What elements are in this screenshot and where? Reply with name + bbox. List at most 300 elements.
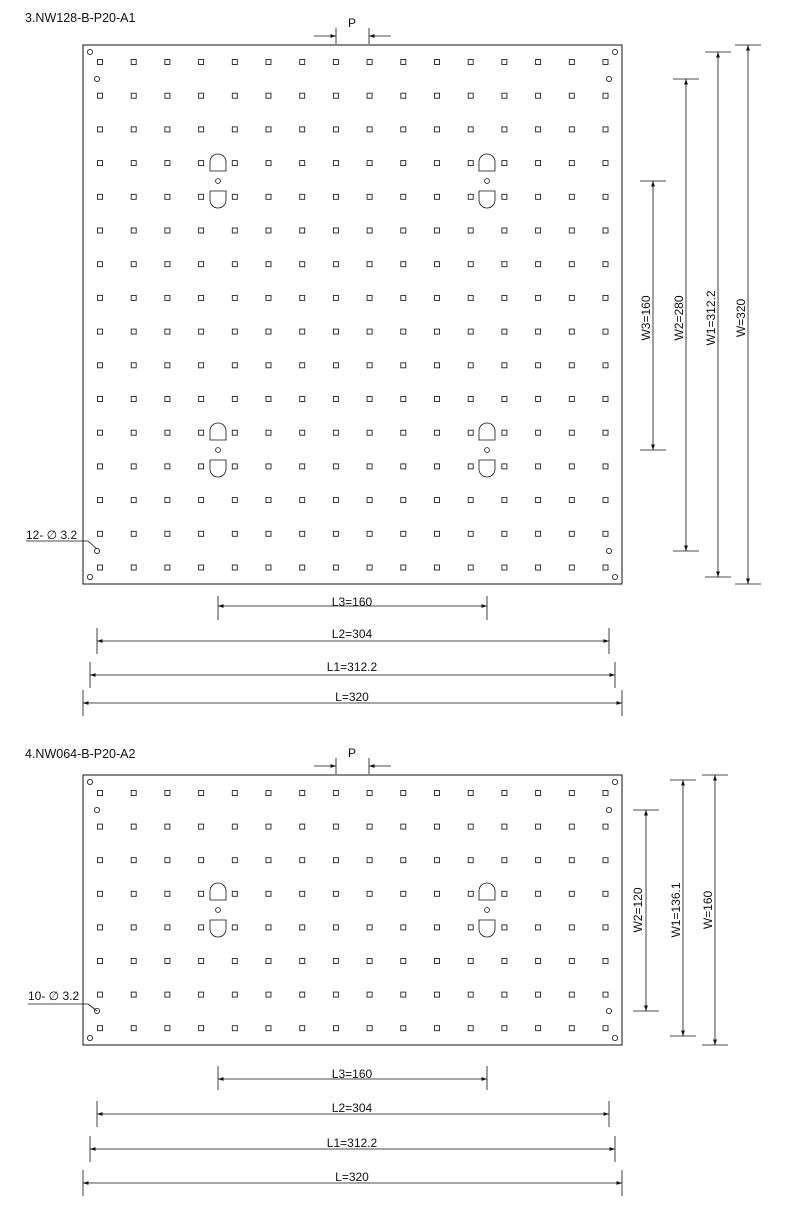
led-pad bbox=[333, 925, 338, 930]
led-pad bbox=[165, 925, 170, 930]
led-pad bbox=[502, 858, 507, 863]
led-pad bbox=[401, 858, 406, 863]
led-pad bbox=[266, 430, 271, 435]
led-pad bbox=[98, 127, 103, 132]
led-pad bbox=[300, 397, 305, 402]
led-pad bbox=[300, 565, 305, 570]
mount-cutout bbox=[210, 883, 226, 900]
led-pad bbox=[300, 959, 305, 964]
led-pad bbox=[98, 1026, 103, 1031]
led-pad bbox=[435, 262, 440, 267]
led-pad bbox=[401, 295, 406, 300]
led-pad bbox=[502, 363, 507, 368]
led-pad bbox=[300, 824, 305, 829]
led-pad bbox=[367, 498, 372, 503]
led-pad bbox=[266, 363, 271, 368]
led-pad bbox=[98, 959, 103, 964]
led-pad bbox=[199, 93, 204, 98]
led-pad bbox=[468, 992, 473, 997]
led-pad bbox=[468, 464, 473, 469]
led-pad bbox=[266, 959, 271, 964]
led-pad bbox=[603, 329, 608, 334]
led-pad bbox=[401, 824, 406, 829]
led-pad bbox=[165, 60, 170, 65]
led-pad bbox=[300, 531, 305, 536]
led-pad bbox=[98, 93, 103, 98]
led-pad bbox=[603, 531, 608, 536]
led-pad bbox=[435, 992, 440, 997]
led-pad bbox=[199, 992, 204, 997]
mount-cutout bbox=[210, 191, 226, 208]
led-pad bbox=[603, 397, 608, 402]
led-pad bbox=[536, 127, 541, 132]
led-pad bbox=[603, 194, 608, 199]
led-pad bbox=[536, 60, 541, 65]
led-pad bbox=[536, 363, 541, 368]
led-pad bbox=[367, 430, 372, 435]
led-pad bbox=[131, 161, 136, 166]
led-pad bbox=[502, 430, 507, 435]
led-pad bbox=[502, 60, 507, 65]
led-pad bbox=[300, 93, 305, 98]
led-pad bbox=[569, 194, 574, 199]
dim-w2: W2=120 bbox=[631, 887, 645, 933]
led-pad bbox=[435, 925, 440, 930]
led-pad-grid bbox=[98, 791, 609, 1031]
mounting-hole bbox=[606, 548, 611, 553]
led-pad bbox=[232, 498, 237, 503]
led-pad bbox=[569, 824, 574, 829]
hole-callout-text: 12- ∅ 3.2 bbox=[26, 528, 78, 542]
led-pad bbox=[165, 397, 170, 402]
led-pad bbox=[502, 228, 507, 233]
led-pad bbox=[165, 891, 170, 896]
led-pad bbox=[98, 262, 103, 267]
led-pad bbox=[333, 824, 338, 829]
dim-l: L=320 bbox=[335, 690, 369, 704]
led-pad bbox=[603, 1026, 608, 1031]
led-pad bbox=[232, 464, 237, 469]
led-pad bbox=[131, 295, 136, 300]
led-pad bbox=[502, 127, 507, 132]
led-pad bbox=[199, 127, 204, 132]
led-pad bbox=[165, 959, 170, 964]
led-pad bbox=[199, 891, 204, 896]
led-pad bbox=[435, 791, 440, 796]
hole-callout bbox=[28, 989, 97, 1011]
led-pad bbox=[266, 498, 271, 503]
drawing-nw128 bbox=[25, 11, 761, 716]
hole-callout bbox=[26, 528, 97, 549]
led-pad bbox=[401, 498, 406, 503]
led-pad bbox=[502, 565, 507, 570]
led-pad bbox=[468, 127, 473, 132]
led-pad bbox=[401, 228, 406, 233]
led-pad bbox=[266, 925, 271, 930]
dim-l2: L2=304 bbox=[331, 1101, 373, 1115]
led-pad bbox=[569, 925, 574, 930]
led-pad bbox=[333, 565, 338, 570]
led-pad bbox=[603, 858, 608, 863]
led-pad bbox=[98, 228, 103, 233]
led-pad bbox=[367, 93, 372, 98]
led-pad bbox=[468, 1026, 473, 1031]
led-pad bbox=[266, 93, 271, 98]
led-pad bbox=[232, 295, 237, 300]
led-pad bbox=[603, 464, 608, 469]
led-pad bbox=[266, 329, 271, 334]
led-pad bbox=[569, 295, 574, 300]
led-pad bbox=[131, 824, 136, 829]
led-pad bbox=[131, 791, 136, 796]
led-pad bbox=[367, 925, 372, 930]
led-pad bbox=[603, 262, 608, 267]
led-pad bbox=[435, 464, 440, 469]
led-pad bbox=[401, 93, 406, 98]
led-pad bbox=[468, 228, 473, 233]
led-pad bbox=[468, 161, 473, 166]
led-pad bbox=[98, 397, 103, 402]
led-pad bbox=[569, 1026, 574, 1031]
led-pad bbox=[266, 295, 271, 300]
led-pad bbox=[333, 858, 338, 863]
led-pad bbox=[131, 565, 136, 570]
led-pad bbox=[536, 1026, 541, 1031]
led-pad bbox=[300, 1026, 305, 1031]
led-pad bbox=[569, 498, 574, 503]
led-pad bbox=[232, 228, 237, 233]
dim-w1: W1=136.1 bbox=[669, 882, 683, 938]
led-pad bbox=[435, 228, 440, 233]
led-pad bbox=[536, 925, 541, 930]
led-pad bbox=[165, 194, 170, 199]
led-pad bbox=[199, 329, 204, 334]
led-pad bbox=[232, 791, 237, 796]
led-pad bbox=[367, 531, 372, 536]
led-pad bbox=[569, 430, 574, 435]
led-pad bbox=[266, 858, 271, 863]
led-pad bbox=[300, 228, 305, 233]
led-pad bbox=[569, 992, 574, 997]
led-pad bbox=[401, 430, 406, 435]
led-pad bbox=[435, 430, 440, 435]
led-pad bbox=[333, 464, 338, 469]
led-pad bbox=[569, 858, 574, 863]
led-pad bbox=[131, 93, 136, 98]
led-pad bbox=[98, 531, 103, 536]
led-pad bbox=[401, 194, 406, 199]
led-pad bbox=[502, 464, 507, 469]
module-outline bbox=[83, 775, 622, 1045]
led-pad bbox=[569, 262, 574, 267]
led-pad bbox=[333, 891, 338, 896]
led-pad bbox=[569, 228, 574, 233]
led-pad bbox=[131, 60, 136, 65]
led-pad bbox=[367, 891, 372, 896]
mounting-hole bbox=[94, 807, 99, 812]
led-pad bbox=[199, 295, 204, 300]
mounting-hole bbox=[606, 1008, 611, 1013]
led-pad bbox=[131, 925, 136, 930]
led-pad bbox=[232, 1026, 237, 1031]
led-pad bbox=[333, 498, 338, 503]
led-pad bbox=[536, 791, 541, 796]
led-pad bbox=[603, 93, 608, 98]
led-pad bbox=[502, 824, 507, 829]
mount-cutout bbox=[210, 920, 226, 937]
led-pad bbox=[266, 262, 271, 267]
led-pad bbox=[199, 430, 204, 435]
pitch-indicator bbox=[314, 746, 391, 774]
mount-cutout bbox=[479, 920, 495, 937]
led-pad bbox=[131, 228, 136, 233]
mounting-hole bbox=[87, 1035, 92, 1040]
led-pad bbox=[131, 363, 136, 368]
led-pad bbox=[367, 1026, 372, 1031]
led-pad bbox=[266, 565, 271, 570]
led-pad bbox=[199, 791, 204, 796]
led-pad bbox=[367, 858, 372, 863]
led-pad bbox=[435, 161, 440, 166]
led-pad bbox=[232, 262, 237, 267]
led-pad bbox=[199, 194, 204, 199]
mount-cutout bbox=[479, 423, 495, 440]
led-pad bbox=[333, 992, 338, 997]
led-pad bbox=[98, 565, 103, 570]
led-pad bbox=[435, 363, 440, 368]
led-pad bbox=[300, 363, 305, 368]
led-pad bbox=[569, 161, 574, 166]
led-pad bbox=[435, 498, 440, 503]
led-pad bbox=[502, 959, 507, 964]
led-pad bbox=[300, 992, 305, 997]
led-pad bbox=[401, 565, 406, 570]
drawing-nw064 bbox=[25, 746, 728, 1196]
led-pad bbox=[435, 329, 440, 334]
led-pad bbox=[401, 959, 406, 964]
led-pad bbox=[98, 194, 103, 199]
led-pad bbox=[165, 430, 170, 435]
led-pad bbox=[232, 161, 237, 166]
led-pad bbox=[569, 959, 574, 964]
led-pad bbox=[367, 791, 372, 796]
led-pad bbox=[266, 992, 271, 997]
led-pad bbox=[502, 791, 507, 796]
led-pad bbox=[401, 791, 406, 796]
led-pad bbox=[98, 464, 103, 469]
led-pad bbox=[165, 464, 170, 469]
led-pad bbox=[536, 464, 541, 469]
led-pad bbox=[333, 228, 338, 233]
led-pad bbox=[502, 925, 507, 930]
mounting-hole bbox=[612, 779, 617, 784]
led-pad bbox=[333, 430, 338, 435]
led-pad bbox=[300, 127, 305, 132]
led-pad bbox=[569, 397, 574, 402]
led-pad bbox=[333, 531, 338, 536]
mount-cutout bbox=[210, 154, 226, 171]
led-pad bbox=[165, 161, 170, 166]
led-pad bbox=[300, 891, 305, 896]
led-pad bbox=[300, 262, 305, 267]
led-pad bbox=[435, 891, 440, 896]
led-pad bbox=[468, 498, 473, 503]
pitch-label: P bbox=[348, 16, 357, 30]
led-pad bbox=[401, 60, 406, 65]
led-pad bbox=[232, 992, 237, 997]
led-pad bbox=[435, 531, 440, 536]
led-pad bbox=[569, 60, 574, 65]
led-pad bbox=[536, 531, 541, 536]
led-pad bbox=[165, 858, 170, 863]
led-pad bbox=[266, 531, 271, 536]
led-pad bbox=[536, 295, 541, 300]
dim-w1: W1=312.2 bbox=[704, 290, 718, 346]
led-pad bbox=[435, 127, 440, 132]
mounting-hole bbox=[606, 807, 611, 812]
led-pad bbox=[603, 60, 608, 65]
led-pad bbox=[232, 531, 237, 536]
led-pad bbox=[165, 498, 170, 503]
mount-center-hole bbox=[485, 179, 490, 184]
led-pad bbox=[131, 858, 136, 863]
led-pad bbox=[536, 858, 541, 863]
led-pad bbox=[468, 262, 473, 267]
led-pad bbox=[502, 1026, 507, 1031]
led-pad bbox=[603, 295, 608, 300]
led-pad bbox=[468, 824, 473, 829]
led-pad bbox=[266, 397, 271, 402]
led-pad bbox=[232, 430, 237, 435]
led-pad bbox=[232, 925, 237, 930]
led-pad bbox=[401, 531, 406, 536]
led-pad bbox=[569, 329, 574, 334]
led-pad bbox=[232, 959, 237, 964]
led-pad bbox=[569, 363, 574, 368]
led-pad bbox=[333, 363, 338, 368]
led-pad bbox=[333, 295, 338, 300]
led-pad bbox=[98, 161, 103, 166]
led-pad bbox=[165, 565, 170, 570]
led-pad bbox=[536, 959, 541, 964]
led-pad bbox=[266, 891, 271, 896]
led-pad bbox=[232, 329, 237, 334]
led-pad bbox=[502, 531, 507, 536]
led-pad bbox=[232, 93, 237, 98]
dim-l1: L1=312.2 bbox=[326, 1136, 378, 1150]
led-pad bbox=[367, 363, 372, 368]
led-pad bbox=[98, 858, 103, 863]
mount-cutout bbox=[210, 423, 226, 440]
led-pad bbox=[603, 565, 608, 570]
led-pad bbox=[603, 891, 608, 896]
led-pad bbox=[603, 127, 608, 132]
led-pad bbox=[502, 194, 507, 199]
led-pad bbox=[502, 161, 507, 166]
led-pad bbox=[603, 430, 608, 435]
mounting-hole bbox=[612, 1035, 617, 1040]
led-pad bbox=[199, 1026, 204, 1031]
led-pad bbox=[131, 891, 136, 896]
led-pad bbox=[199, 531, 204, 536]
led-pad bbox=[435, 824, 440, 829]
led-pad bbox=[300, 791, 305, 796]
led-pad bbox=[98, 992, 103, 997]
led-pad bbox=[603, 791, 608, 796]
led-pad bbox=[569, 791, 574, 796]
led-pad bbox=[98, 891, 103, 896]
led-pad bbox=[333, 93, 338, 98]
dim-l2: L2=304 bbox=[331, 627, 373, 641]
led-pad bbox=[536, 161, 541, 166]
led-pad bbox=[468, 329, 473, 334]
dim-w: W=160 bbox=[701, 890, 715, 930]
led-pad bbox=[131, 127, 136, 132]
led-pad bbox=[536, 565, 541, 570]
led-pad bbox=[367, 992, 372, 997]
led-pad bbox=[468, 430, 473, 435]
led-pad bbox=[367, 127, 372, 132]
led-pad bbox=[300, 498, 305, 503]
led-pad bbox=[98, 925, 103, 930]
led-pad bbox=[401, 329, 406, 334]
dim-w: W=320 bbox=[734, 298, 748, 338]
led-pad bbox=[367, 565, 372, 570]
led-pad bbox=[502, 295, 507, 300]
led-pad bbox=[266, 194, 271, 199]
led-pad bbox=[165, 824, 170, 829]
led-pad bbox=[333, 60, 338, 65]
mounting-hole bbox=[612, 574, 617, 579]
led-pad bbox=[401, 925, 406, 930]
led-pad bbox=[199, 824, 204, 829]
mounting-hole bbox=[87, 779, 92, 784]
led-pad bbox=[199, 925, 204, 930]
led-pad bbox=[232, 127, 237, 132]
led-pad bbox=[468, 295, 473, 300]
led-pad bbox=[603, 498, 608, 503]
led-pad bbox=[165, 228, 170, 233]
led-pad bbox=[165, 1026, 170, 1031]
led-pad bbox=[266, 824, 271, 829]
led-pad bbox=[468, 363, 473, 368]
led-pad bbox=[199, 858, 204, 863]
led-pad bbox=[468, 925, 473, 930]
led-pad bbox=[98, 430, 103, 435]
led-pad bbox=[569, 127, 574, 132]
led-pad bbox=[536, 430, 541, 435]
led-pad bbox=[502, 329, 507, 334]
led-pad bbox=[232, 397, 237, 402]
led-pad bbox=[131, 464, 136, 469]
led-pad bbox=[603, 363, 608, 368]
led-pad bbox=[131, 959, 136, 964]
led-pad bbox=[232, 824, 237, 829]
led-pad bbox=[300, 295, 305, 300]
led-pad bbox=[468, 60, 473, 65]
led-pad bbox=[98, 824, 103, 829]
mounting-features bbox=[87, 779, 617, 1040]
mount-center-hole bbox=[216, 179, 221, 184]
module-outline bbox=[83, 45, 622, 584]
led-pad bbox=[333, 194, 338, 199]
led-pad bbox=[468, 791, 473, 796]
pitch-indicator bbox=[314, 16, 391, 44]
led-pad bbox=[300, 329, 305, 334]
led-pad bbox=[468, 891, 473, 896]
dim-l: L=320 bbox=[335, 1170, 369, 1184]
led-pad bbox=[232, 60, 237, 65]
